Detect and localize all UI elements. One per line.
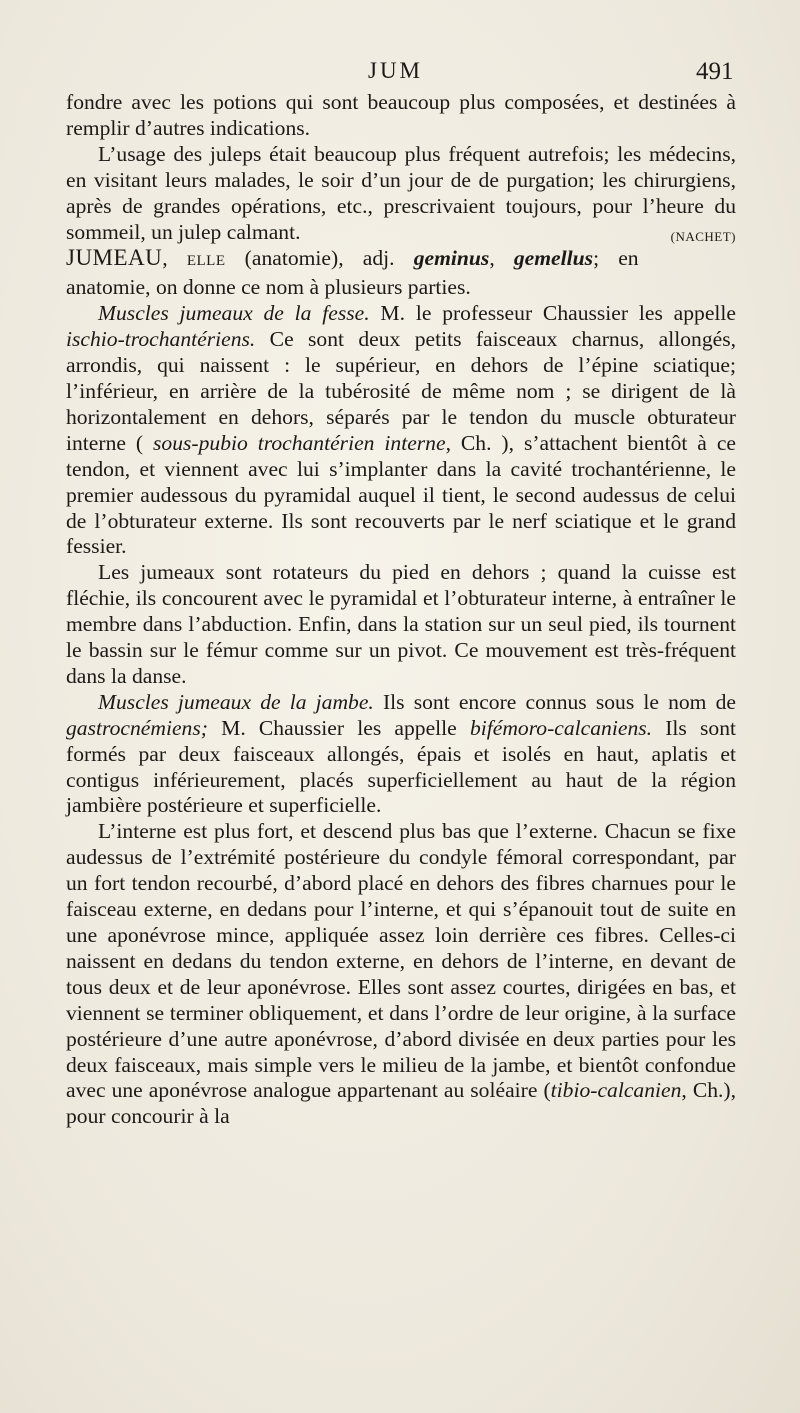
paragraph-text: L’usage des juleps était beaucoup plus fréquent autrefois; les médecins, en visitant leurs malades, le soir d’un jour de de purgation; les chirurgiens, après de grandes opérations, etc., prescrivaient toujours, pour l’heure du sommeil, un julep calmant.: [66, 141, 736, 244]
text-run: M. Chaussier les appelle: [207, 715, 470, 740]
text-run: , Ch.), pour concourir à la: [66, 1078, 737, 1129]
text-run: Ce sont deux petits faisceaux charnus, allongés, arrondis, qui naissent : le supérieur, en dehors de l’épine sciatique; l’inférieur, en arrière de la tubérosité de même nom ; se dirigent de là horizontalement en dehors, séparés par le tendon du muscle obturateur interne (: [66, 327, 736, 455]
paragraph-jumeaux-jambe: [66, 690, 736, 820]
text-run: ,: [489, 246, 514, 271]
running-head: JUM: [368, 58, 424, 83]
entry-gender: ELLE: [186, 253, 226, 270]
subheading: Muscles jumeaux de la fesse.: [98, 301, 370, 326]
body-text: [66, 90, 736, 1130]
page-header: [0, 58, 800, 92]
paragraph-continuation: fondre avec les potions qui sont beaucoup plus composées, et destinées à remplir d’autres indications.: [66, 90, 736, 140]
text-run: L’interne est plus fort, et descend plus bas que l’externe. Chacun se fixe audessus de l’extrémité postérieure du condyle fémoral correspondant, par un fort tendon recourbé, d’abord placé en dehors des fibres charnues pour le faisceau externe, en dedans pour l’interne, et qui s’épanouit tout de suite en une aponévrose mince, appliquée assez loin derrière ces fibres. Celles-ci naissent en dedans du tendon externe, en dehors de l’interne, en devant de tous deux et de leur aponévrose. Elles sont assez courtes, dirigées en bas, et viennent se terminer obliquement, et dans l’ordre de leur origine, à la surface postérieure d’une autre aponévrose, d’abord divisée en deux parties pour les deux faisceaux, mais simple vers le milieu de la jambe, et bientôt confondue avec une aponévrose analogue appartenant au soléaire (: [66, 819, 736, 1103]
italic-term: gastrocnémiens;: [66, 715, 208, 740]
text-run: Ils sont encore connus sous le nom de: [373, 689, 737, 714]
italic-term: ischio-trochantériens.: [66, 327, 256, 352]
author-signature: (NACHET): [670, 228, 736, 244]
latin-term: geminus: [413, 246, 490, 271]
page-number: 491: [696, 58, 734, 85]
subheading: Muscles jumeaux de la jambe.: [98, 689, 374, 714]
text-run: ,: [162, 246, 187, 271]
text-run: ; en anatomie, on donne ce nom à plusieurs parties.: [66, 246, 639, 300]
text-run: M. le professeur Chaussier les appelle: [369, 301, 737, 326]
italic-term: tibio-calcanien: [550, 1078, 682, 1103]
entry-jumeau: [66, 245, 736, 301]
text-run: Ils sont formés par deux faisceaux allongés, épais et isolés en haut, aplatis et contigus inférieurement, placés superficiellement au haut de la région jambière postérieure et superficielle.: [66, 715, 736, 818]
latin-term: gemellus: [513, 246, 594, 271]
italic-term: bifémoro-calcaniens.: [469, 715, 653, 740]
paragraph-interne: [66, 819, 736, 1130]
paragraph-jumeaux-fesse: [66, 301, 736, 560]
text-run: , Ch. ), s’attachent bientôt à ce tendon, et viennent avec lui s’implanter dans la cavité trochantérienne, le premier audessous du pyramidal auquel il tient, le second audessus de celui de l’obturateur externe. Ils sont recouverts par le nerf sciatique et le grand fessier.: [66, 430, 736, 559]
italic-term: sous-pubio trochantérien interne: [153, 430, 446, 455]
paragraph-rotateurs: Les jumeaux sont rotateurs du pied en dehors ; quand la cuisse est fléchie, ils concourent avec le pyramidal et l’obturateur interne, à entraîner le membre dans l’abduction. Enfin, dans la station sur un seul pied, ils tournent le bassin sur le fémur comme sur un pivot. Ce mouvement est très-fréquent dans la danse.: [66, 560, 736, 688]
paragraph-juleps-usage: [66, 142, 736, 246]
text-run: (anatomie), adj.: [225, 246, 414, 271]
entry-headword: JUMEAU: [66, 245, 163, 271]
